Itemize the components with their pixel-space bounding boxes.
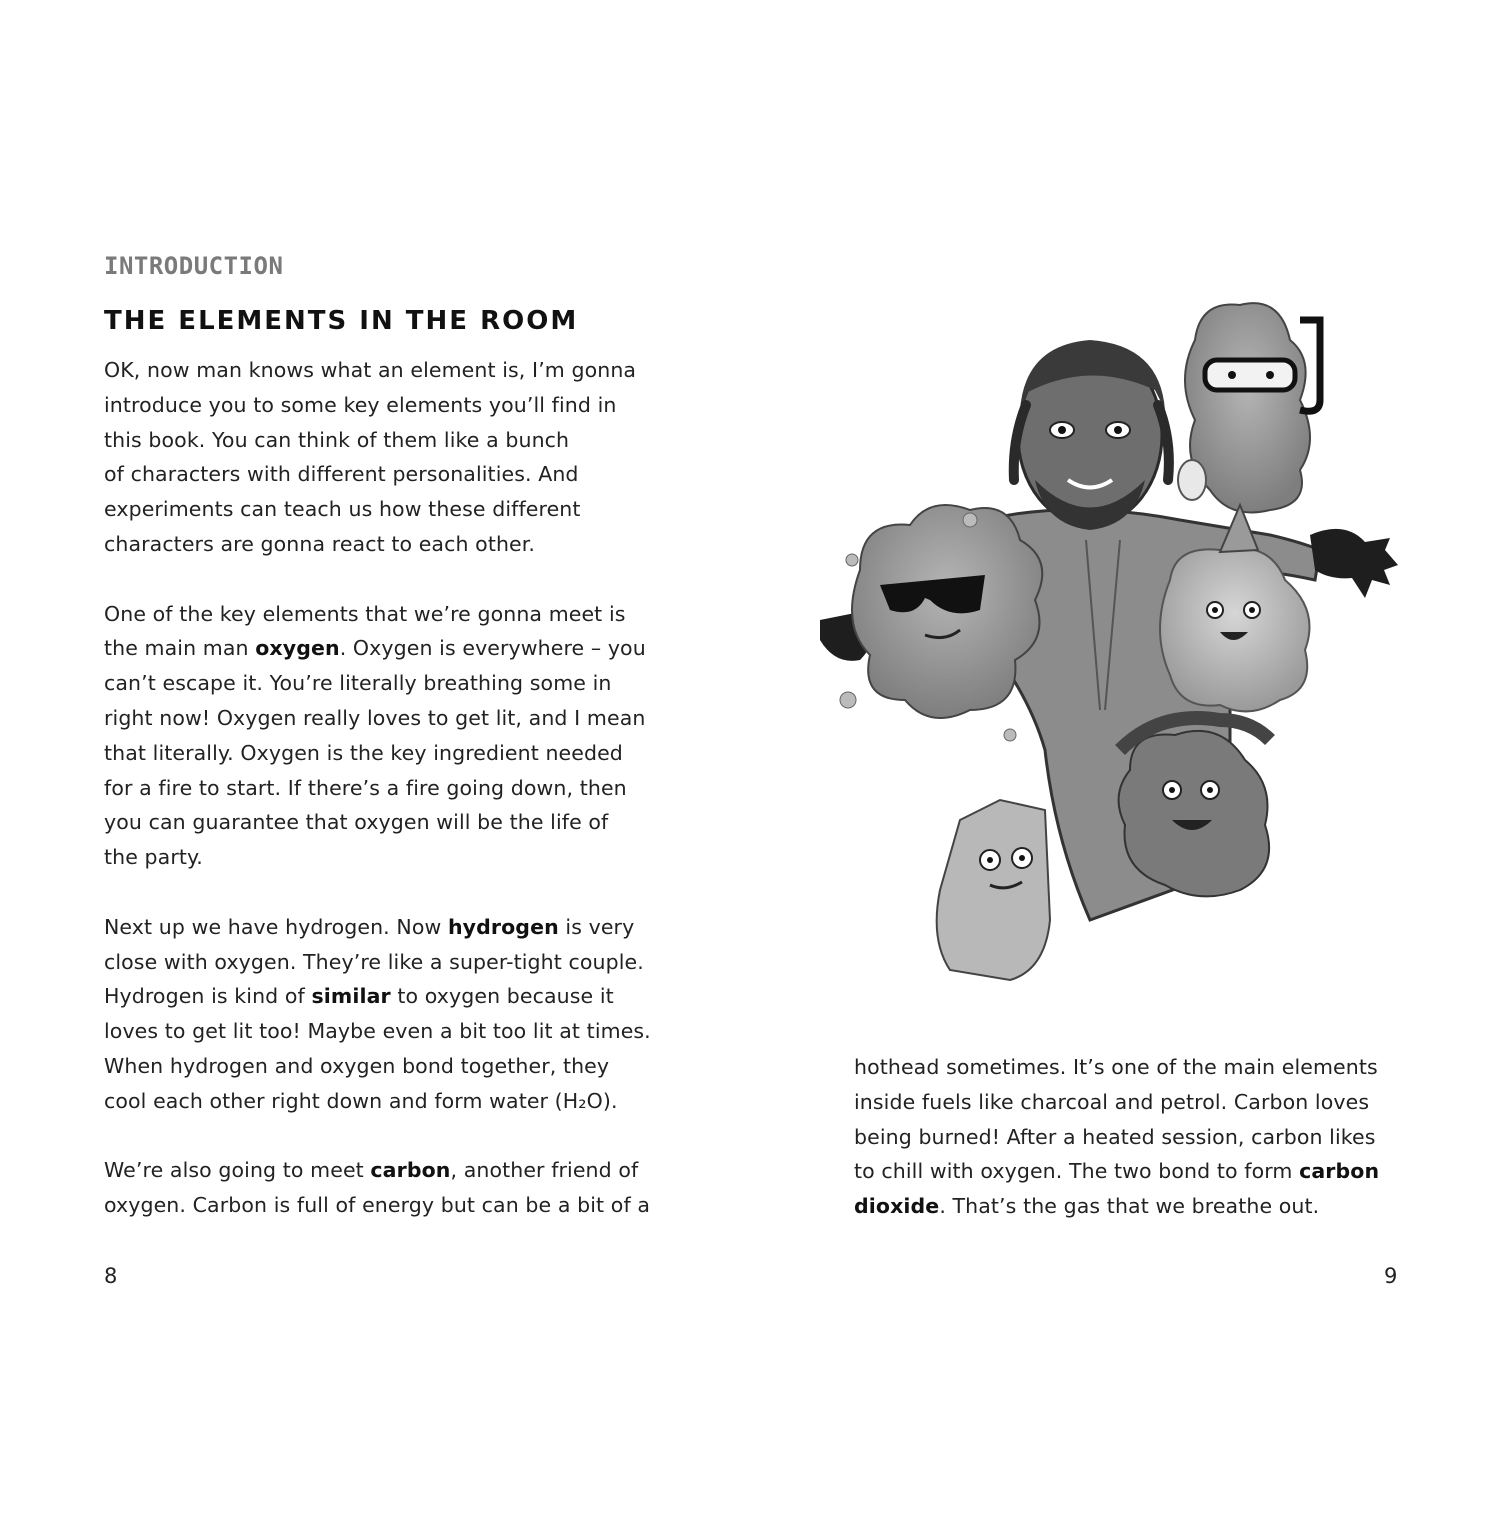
- text-line: [104, 666, 664, 701]
- text-run: . Oxygen is everywhere – you: [339, 636, 646, 661]
- text-line: [104, 771, 664, 806]
- text-line: [104, 840, 664, 875]
- text-line: [854, 1085, 1414, 1120]
- text-line: [104, 910, 664, 945]
- bold-term: similar: [311, 984, 391, 1009]
- text-run: to oxygen because it: [390, 984, 614, 1009]
- left-paragraph: [104, 597, 664, 875]
- text-line: [104, 805, 664, 840]
- text-run: the main man: [104, 636, 256, 661]
- text-run: can’t escape it. You’re literally breathing some in: [104, 671, 612, 696]
- section-label: INTRODUCTION: [104, 252, 284, 280]
- text-run: inside fuels like charcoal and petrol. Carbon loves: [854, 1089, 1370, 1114]
- text-run: being burned! After a heated session, carbon likes: [854, 1124, 1376, 1149]
- page-number-right: 9: [1384, 1264, 1398, 1288]
- text-line: [104, 353, 664, 388]
- carbon-character: [1119, 718, 1270, 896]
- text-line: [104, 1084, 664, 1119]
- left-column-text: [104, 353, 664, 1258]
- hydrogen-character: [1178, 303, 1320, 512]
- page-number-left: 8: [104, 1264, 118, 1288]
- element-characters-illustration: [800, 280, 1400, 1000]
- text-line: [104, 1049, 664, 1084]
- text-line: [104, 527, 664, 562]
- text-line: [104, 736, 664, 771]
- text-run: . That’s the gas that we breathe out.: [939, 1194, 1320, 1219]
- text-run: of characters with different personalities. And: [104, 462, 579, 487]
- text-line: [104, 423, 664, 458]
- text-run: experiments can teach us how these different: [104, 497, 581, 522]
- text-line: [104, 631, 664, 666]
- bold-term: carbon: [370, 1158, 451, 1183]
- text-line: [104, 979, 664, 1014]
- silicon-character: [937, 800, 1050, 980]
- right-paragraph: [854, 1050, 1414, 1224]
- left-paragraph: [104, 353, 664, 562]
- text-run: close with oxygen. They’re like a super-tight couple.: [104, 949, 644, 974]
- text-run: you can guarantee that oxygen will be the life of: [104, 810, 609, 835]
- text-run: , another friend of: [450, 1158, 639, 1183]
- bold-term: hydrogen: [447, 914, 559, 939]
- text-line: [854, 1120, 1414, 1155]
- text-run: right now! Oxygen really loves to get lit, and I mean: [104, 705, 646, 730]
- text-line: [104, 1188, 664, 1223]
- text-run: loves to get lit too! Maybe even a bit too lit at times.: [104, 1019, 651, 1044]
- text-line: [104, 701, 664, 736]
- text-run: introduce you to some key elements you’ll find in: [104, 392, 617, 417]
- left-paragraph: [104, 1153, 664, 1223]
- bold-term: dioxide: [854, 1194, 940, 1219]
- text-line: [104, 457, 664, 492]
- text-line: [104, 597, 664, 632]
- text-run: OK, now man knows what an element is, I’m gonna: [104, 358, 637, 382]
- text-run: is very: [558, 914, 635, 939]
- text-line: [104, 492, 664, 527]
- text-run: the party.: [104, 845, 203, 870]
- text-line: [104, 945, 664, 980]
- text-run: hothead sometimes. It’s one of the main elements: [854, 1055, 1378, 1079]
- oxygen-character: [840, 505, 1042, 741]
- text-run: One of the key elements that we’re gonna meet is: [104, 601, 626, 626]
- left-paragraph: [104, 910, 664, 1119]
- text-run: oxygen. Carbon is full of energy but can be a bit of a: [104, 1193, 651, 1218]
- text-run: this book. You can think of them like a bunch: [104, 427, 570, 452]
- text-run: Next up we have hydrogen. Now: [104, 914, 448, 939]
- text-line: [854, 1154, 1414, 1189]
- text-line: [854, 1189, 1414, 1224]
- text-run: cool each other right down and form water (H₂O).: [104, 1088, 618, 1113]
- text-run: When hydrogen and oxygen bond together, they: [104, 1053, 610, 1078]
- text-line: [104, 1014, 664, 1049]
- text-run: that literally. Oxygen is the key ingredient needed: [104, 740, 623, 765]
- text-run: Hydrogen is kind of: [104, 984, 312, 1009]
- text-line: [104, 388, 664, 423]
- text-run: to chill with oxygen. The two bond to form: [854, 1159, 1300, 1184]
- bold-term: carbon: [1299, 1159, 1380, 1184]
- text-run: We’re also going to meet: [104, 1158, 371, 1183]
- text-line: [104, 1153, 664, 1188]
- text-run: characters are gonna react to each other.: [104, 531, 536, 556]
- text-run: for a fire to start. If there’s a fire going down, then: [104, 775, 627, 800]
- right-column-text: [854, 1050, 1414, 1259]
- bold-term: oxygen: [255, 636, 340, 661]
- text-line: [854, 1050, 1414, 1085]
- page-heading: THE ELEMENTS IN THE ROOM: [104, 306, 579, 336]
